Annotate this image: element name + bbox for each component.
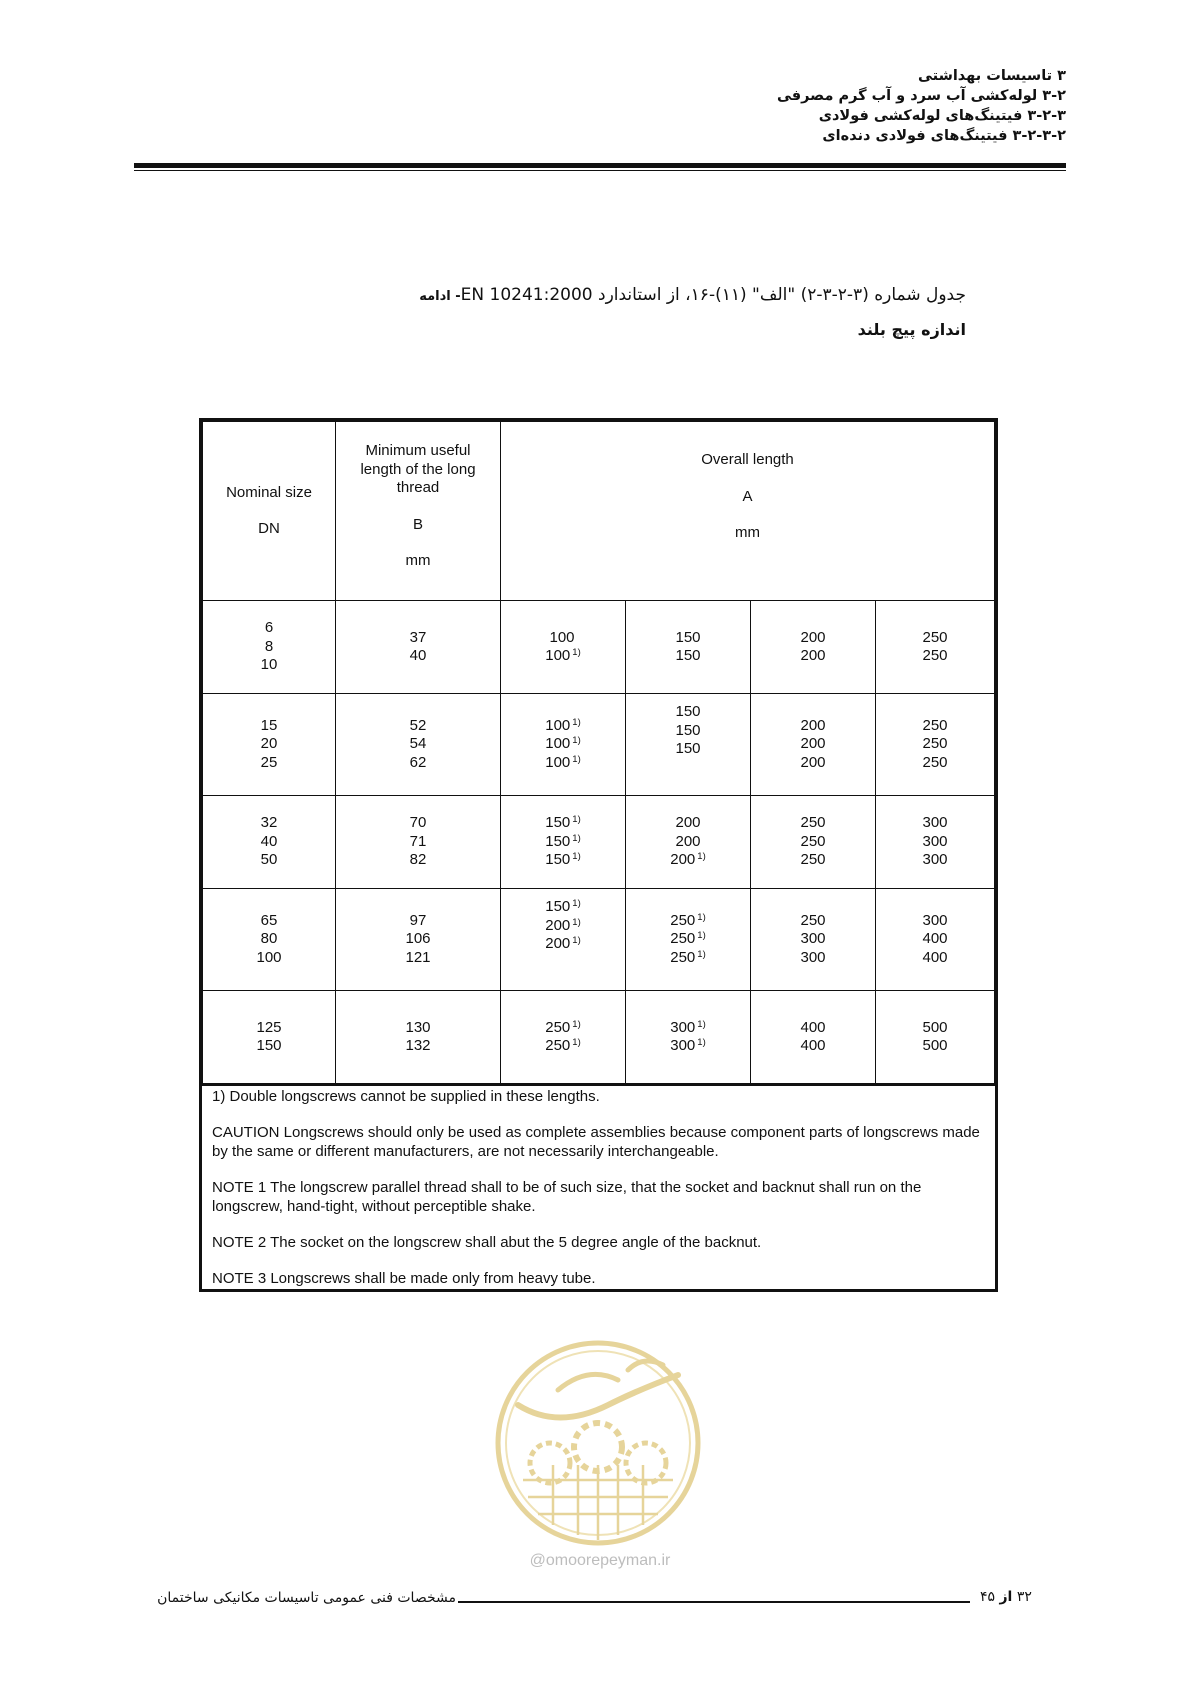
cell-value: 250: [922, 753, 948, 771]
cell-value: 200: [675, 832, 701, 850]
cell-value: 400: [800, 1018, 826, 1036]
cell-value: 200: [800, 647, 826, 664]
cell-value: 250: [922, 735, 948, 753]
cell-a4: [876, 796, 995, 889]
footnote-marker: 1): [572, 647, 581, 658]
footnote-marker: 1): [697, 948, 706, 960]
cell-value: 50: [260, 851, 278, 869]
footnote-marker: 1): [572, 735, 581, 747]
cell-value: 250: [670, 948, 696, 966]
watermark-calligraphy: [518, 1375, 678, 1418]
cell-b: [336, 694, 501, 796]
cell-value: 200: [670, 851, 696, 869]
cell-value: 8: [264, 637, 274, 655]
footnote-marker: 1): [572, 753, 581, 765]
cell-value: 400: [800, 1037, 826, 1054]
footnote-1: 1) Double longscrews cannot be supplied in these lengths.: [212, 1088, 600, 1105]
cell-value: 150: [675, 721, 701, 739]
cell-value: 250: [922, 647, 948, 664]
footer-rule: [458, 1601, 970, 1603]
cell-a3: [751, 601, 876, 694]
watermark-gear-left: [530, 1443, 570, 1483]
header-rule-thick: [134, 163, 1066, 168]
cell-value: 82: [409, 851, 427, 869]
cell-dn: [203, 694, 336, 796]
caution-note: CAUTION Longscrews should only be used as complete assemblies because component parts of longscrews made by the same or different manufacturers, are not necessarily interchangeable.: [212, 1124, 980, 1160]
header-line-1: ۳ تاسیسات بهداشتی: [917, 68, 1066, 84]
note-1: NOTE 1 The longscrew parallel thread shall to be of such size, that the socket and backnut shall run on the longscrew, hand-tight, without perceptible shake.: [212, 1179, 922, 1215]
cell-value: 70: [409, 814, 427, 832]
cell-value: 100: [545, 716, 571, 734]
note-2: NOTE 2 The socket on the longscrew shall abut the 5 degree angle of the backnut.: [212, 1234, 762, 1251]
table-row: [203, 889, 995, 991]
cell-value: 250: [800, 911, 826, 929]
watermark-gear-right: [626, 1443, 666, 1483]
cell-b: [336, 796, 501, 889]
footnote-marker: 1): [572, 1018, 581, 1030]
cell-value: 250: [800, 814, 826, 832]
cell-value: 15: [260, 716, 278, 734]
cell-dn: [203, 889, 336, 991]
cell-value: 40: [260, 832, 278, 850]
cell-value: 125: [256, 1018, 282, 1036]
cell-value: 300: [800, 948, 826, 966]
page-of: از: [999, 1589, 1013, 1605]
cell-value: 37: [409, 628, 427, 646]
cell-value: 150: [545, 832, 571, 850]
footnote-marker: 1): [572, 716, 581, 728]
table-row: [203, 796, 995, 889]
cell-a2: [626, 889, 751, 991]
table-row: [203, 991, 995, 1084]
cell-dn: [203, 601, 336, 694]
cell-b: [336, 991, 501, 1084]
footnote-marker: 1): [697, 851, 706, 863]
cell-value: 32: [260, 814, 278, 832]
cell-value: 200: [545, 916, 571, 934]
footnote-marker: 1): [572, 935, 581, 946]
cell-value: 500: [922, 1018, 948, 1036]
cell-value: 250: [922, 716, 948, 734]
header-useful-line-3: thread: [396, 479, 440, 496]
cell-a1: [501, 694, 626, 796]
cell-a2: [626, 991, 751, 1084]
table-subtitle: اندازه پیچ بلند: [857, 320, 966, 339]
caption-title: جدول شماره (۳-۲-۳-۲) "الف" (۱۱)-۱۶، از استاندارد EN 10241:2000: [460, 285, 966, 305]
cell-value: 80: [260, 930, 278, 948]
cell-value: 250: [545, 1037, 571, 1054]
header-useful-length: [336, 422, 501, 601]
cell-value: 250: [800, 832, 826, 850]
cell-value: 150: [545, 814, 571, 832]
watermark-gear-center: [574, 1423, 622, 1471]
table-row: [203, 601, 995, 694]
cell-value: 71: [409, 832, 427, 850]
header-a-unit: mm: [735, 524, 760, 541]
cell-value: 200: [800, 753, 826, 771]
cell-value: 25: [260, 753, 278, 771]
longscrew-table: [199, 418, 998, 1292]
cell-b: [336, 889, 501, 991]
header-nominal-size: [203, 422, 336, 601]
cell-value: 6: [264, 619, 274, 637]
cell-value: 500: [922, 1037, 948, 1054]
cell-value: 200: [800, 735, 826, 753]
page-current: ۳۲: [1016, 1589, 1032, 1605]
cell-value: 250: [922, 628, 948, 646]
cell-a1: [501, 991, 626, 1084]
cell-dn: [203, 991, 336, 1084]
cell-dn: [203, 796, 336, 889]
header-line-3: ۳-۲-۳ فیتینگ‌های لوله‌کشی فولادی: [818, 108, 1066, 124]
footnote-marker: 1): [572, 898, 581, 909]
note-3: NOTE 3 Longscrews shall be made only from heavy tube.: [212, 1270, 596, 1287]
cell-a2: [626, 694, 751, 796]
cell-a3: [751, 991, 876, 1084]
longscrew-size-table: [202, 421, 995, 1084]
at-icon: @: [529, 1552, 546, 1569]
cell-a4: [876, 889, 995, 991]
cell-value: 121: [405, 948, 431, 966]
cell-value: 106: [405, 930, 431, 948]
footnote-marker: 1): [572, 916, 581, 928]
header-useful-line-1: Minimum useful: [365, 442, 471, 459]
footnote-marker: 1): [697, 930, 706, 942]
page-number: [980, 1589, 1050, 1605]
cell-value: 150: [675, 740, 701, 757]
cell-a2: [626, 601, 751, 694]
header-dn-label: DN: [258, 520, 280, 537]
cell-value: 200: [800, 716, 826, 734]
cell-value: 250: [670, 930, 696, 948]
footnote-marker: 1): [572, 1037, 581, 1048]
header-b-unit: mm: [405, 552, 431, 569]
cell-a1: [501, 796, 626, 889]
cell-value: 150: [675, 628, 701, 646]
cell-value: 100: [545, 647, 571, 664]
watermark-url: [500, 1552, 700, 1570]
cell-value: 130: [405, 1018, 431, 1036]
cell-value: 150: [545, 898, 571, 915]
cell-value: 100: [549, 628, 575, 646]
footnote-marker: 1): [697, 1018, 706, 1030]
header-line-2: ۳-۲ لوله‌کشی آب سرد و آب گرم مصرفی: [776, 88, 1066, 104]
cell-value: 100: [545, 753, 571, 771]
cell-value: 62: [409, 753, 427, 771]
cell-a4: [876, 694, 995, 796]
header-b-label: B: [412, 515, 423, 533]
table-notes: [202, 1084, 995, 1289]
footnote-marker: 1): [697, 911, 706, 923]
cell-value: 300: [922, 911, 948, 929]
cell-a3: [751, 796, 876, 889]
cell-value: 97: [409, 911, 427, 929]
cell-value: 400: [922, 930, 948, 948]
header-rule-thin: [134, 170, 1066, 171]
page-total: ۴۵: [980, 1589, 996, 1605]
footnote-marker: 1): [572, 832, 581, 844]
cell-value: 200: [545, 935, 571, 952]
section-header: [366, 66, 1066, 146]
watermark-logo: [488, 1335, 708, 1550]
cell-a3: [751, 889, 876, 991]
cell-a4: [876, 991, 995, 1084]
footnote-marker: 1): [697, 1037, 706, 1048]
header-a-label: A: [742, 487, 753, 505]
cell-value: 300: [800, 930, 826, 948]
header-overall-label: Overall length: [701, 451, 794, 468]
cell-b: [336, 601, 501, 694]
watermark-url-text: omoorepeyman.ir: [545, 1552, 671, 1569]
cell-value: 40: [409, 647, 427, 664]
cell-value: 150: [675, 647, 701, 664]
header-line-4: ۳-۲-۳-۲ فیتینگ‌های فولادی دنده‌ای: [822, 128, 1066, 144]
cell-value: 20: [260, 735, 278, 753]
cell-a1: [501, 889, 626, 991]
cell-value: 300: [670, 1018, 696, 1036]
cell-value: 100: [545, 735, 571, 753]
cell-value: 10: [260, 656, 278, 674]
cell-value: 65: [260, 911, 278, 929]
cell-value: 250: [670, 911, 696, 929]
cell-value: 132: [405, 1037, 431, 1054]
cell-value: 52: [409, 716, 427, 734]
table-row: [203, 694, 995, 796]
cell-value: 150: [675, 703, 701, 720]
cell-value: 200: [800, 628, 826, 646]
cell-value: 100: [256, 948, 282, 966]
cell-value: 150: [256, 1037, 282, 1054]
footnote-marker: 1): [572, 851, 581, 863]
cell-value: 250: [545, 1018, 571, 1036]
cell-value: 300: [922, 851, 948, 869]
cell-value: 300: [922, 832, 948, 850]
cell-a1: [501, 601, 626, 694]
table-caption: [266, 283, 966, 309]
footer-title: مشخصات فنی عمومی تاسیسات مکانیکی ساختمان: [157, 1590, 456, 1606]
header-overall-length: [501, 422, 995, 601]
cell-value: 250: [800, 851, 826, 869]
header-useful-line-2: length of the long: [360, 460, 476, 478]
cell-value: 300: [670, 1037, 696, 1054]
cell-a4: [876, 601, 995, 694]
cell-a2: [626, 796, 751, 889]
cell-value: 54: [409, 735, 427, 753]
header-nominal-label: Nominal size: [226, 483, 312, 501]
footnote-marker: 1): [572, 814, 581, 826]
cell-value: 400: [922, 948, 948, 966]
cell-value: 200: [675, 814, 701, 832]
cell-value: 300: [922, 814, 948, 832]
cell-value: 150: [545, 851, 571, 869]
caption-continued: - ادامه: [419, 289, 461, 304]
cell-a3: [751, 694, 876, 796]
